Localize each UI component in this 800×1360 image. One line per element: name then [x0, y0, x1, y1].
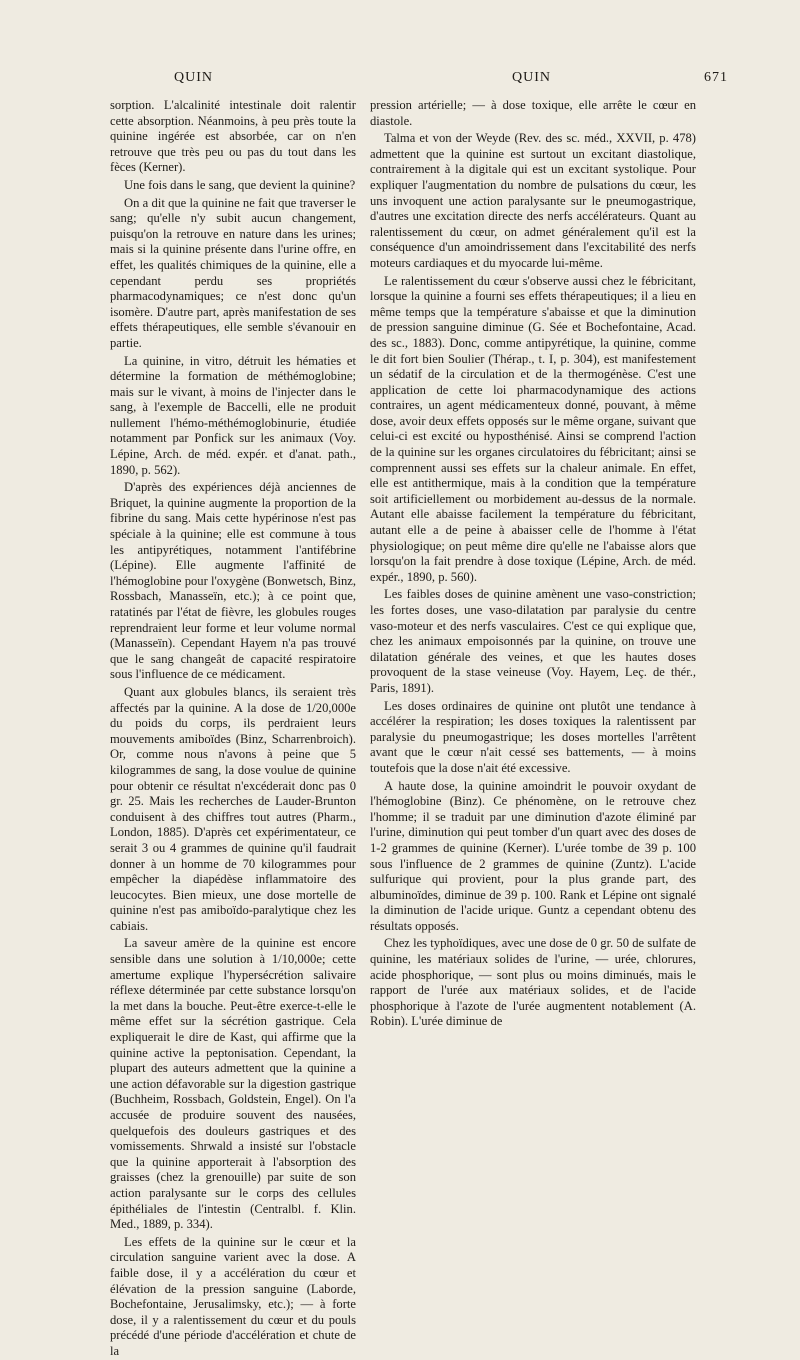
paragraph: Chez les typhoïdiques, avec une dose de 0 gr. 50 de sulfate de quinine, les matériaux solides de l'urine, — urée, chlorures, acide phosphorique, — sont plus ou moins diminués, mais le rapport de l'urée aux matériaux solides, et de l'acide phosphorique à l'azote de l'urée augmentent notablement (A. Robin). L'urée diminue de [370, 936, 696, 1029]
paragraph: A haute dose, la quinine amoindrit le pouvoir oxydant de l'hémoglobine (Binz). Ce phénomène, on le retrouve chez l'homme; il se traduit par une diminution d'azote éliminé par l'urine, diminution qui peut tomber d'un quart avec des doses de 1-2 grammes de quinine (Kerner). L'urée tombe de 39 p. 100 sous l'influence de 2 grammes de quinine (Zuntz). L'acide sulfurique qui provient, pour la plus grande part, des albuminoïdes, diminue de 39 p. 100. Rank et Lépine ont signalé la diminution de l'acide urique. Guntz a cependant obtenu des résultats opposés. [370, 778, 696, 933]
paragraph: On a dit que la quinine ne fait que traverser le sang; qu'elle n'y subit aucun changement, puisqu'on la retrouve en nature dans les urines; mais si la quinine présente dans l'urine offre, en effet, les qualités chimiques de la quinine, elle a cependant perdu ses propriétés pharmacodynamiques; ce n'est donc qu'un isomère. D'autre part, après manifestation de ses effets thérapeutiques, elle semble s'évanouir en partie. [110, 195, 356, 350]
paragraph: Les doses ordinaires de quinine ont plutôt une tendance à accélérer la respiration; les doses toxiques la ralentissent par paralysie du pneumogastrique; les doses mortelles l'arrêtent avant que le cœur n'ait cessé ses battements, — à moins toutefois que la dose n'ait été excessive. [370, 698, 696, 775]
paragraph: Les faibles doses de quinine amènent une vaso-constriction; les fortes doses, une vaso-dilatation par paralysie du centre vaso-moteur et des nerfs vasculaires. C'est ce qui explique que, chez les animaux empoisonnés par la quinine, on trouve une dilatation générale des veines, et que les hautes doses provoquent de la stase veineuse (Voy. Hayem, Leç. de thér., Paris, 1891). [370, 587, 696, 695]
right-column [370, 98, 696, 1030]
paragraph: pression artérielle; — à dose toxique, elle arrête le cœur en diastole. [370, 98, 696, 128]
running-head-left: QUIN [174, 70, 213, 85]
left-column [110, 98, 356, 1360]
paragraph: Quant aux globules blancs, ils seraient très affectés par la quinine. A la dose de 1/20,000e du poids du corps, ils perdraient leurs mouvements amiboïdes (Binz, Scharrenbroich). Or, comme nous n'avons à peine que 5 kilogrammes de sang, la dose voulue de quinine pour obtenir ce résultat n'excéderait donc pas 0 gr. 25. Mais les recherches de Lauder-Brunton conduisent à des chiffres tout autres (Pharm., London, 1885). D'après cet expérimentateur, ce serait 3 ou 4 grammes de quinine qu'il faudrait donner à un homme de 70 kilogrammes pour empêcher la diapédèse inflammatoire des leucocytes. Bien mieux, une dose mortelle de quinine n'est pas amiboïdo-paralytique chez les cabiais. [110, 684, 356, 933]
page-number: 671 [704, 70, 728, 85]
paragraph: La quinine, in vitro, détruit les hématies et détermine la formation de méthémoglobine; mais sur le vivant, à moins de l'injecter dans le sang, à l'exemple de Baccelli, elle ne produit nullement l'hémo-méthémoglobinurie, étudiée notamment par Ponfick sur les animaux (Voy. Lépine, Arch. de méd. expér. et d'anat. path., 1890, p. 562). [110, 353, 356, 477]
running-head-right: QUIN [512, 70, 551, 85]
paragraph: Talma et von der Weyde (Rev. des sc. méd., XXVII, p. 478) admettent que la quinine est surtout un excitant diastolique, contrairement à la digitale qui est un excitant systolique. Pour expliquer l'augmentation du nombre de pulsations du cœur, les uns invoquent une action paralysante sur le pneumogastrique, d'autres une excitation directe des nerfs accélérateurs. Quant au ralentissement du cœur, on admet généralement qu'il est la conséquence d'un amoindrissement dans l'excitabilité des nerfs moteurs cardiaques et du myocarde lui-même. [370, 131, 696, 270]
paragraph: D'après des expériences déjà anciennes de Briquet, la quinine augmente la proportion de la fibrine du sang. Mais cette hypérinose n'est pas spéciale à la quinine; elle est commune à tous les antipyrétiques, notamment l'antifébrine (Lépine). Elle augmente l'affinité de l'hémoglobine pour l'oxygène (Bonwetsch, Binz, Rossbach, Manasseïn, etc.); à ce point que, ratatinés par l'état de fièvre, les globules rouges reprendraient leur forme et leur volume normal (Manasseïn). Cependant Hayem n'a pas trouvé que le sang changeât de capacité respiratoire sous l'influence de ce médicament. [110, 480, 356, 682]
paragraph: Le ralentissement du cœur s'observe aussi chez le fébricitant, lorsque la quinine a fourni ses effets thérapeutiques; il a lieu en même temps que la température s'abaisse et que la diminution de pression sanguine diminue (G. Sée et Bochefontaine, Acad. des sc., 1883). Donc, comme antipyrétique, la quinine, comme le dit fort bien Soulier (Thérap., t. I, p. 304), est manifestement un sédatif de la circulation et de la thermogénèse. C'est une application de cette loi pharmacodynamique des actions contraires, un agent médicamenteux donné, pouvant, à même dose, avoir deux effets opposés sur le même organe, suivant que celui-ci est excité ou hyposthénisé. Ainsi se comprend l'action de la quinine sur les organes circulatoires du fébricitant; ainsi se comprennent aussi ses effets sur la chaleur animale. En effet, elle est antithermique, mais à la condition que la température soit artificiellement ou morbidement au-dessus de la normale. Autant elle abaisse facilement la température du fébricitant, autant elle a de peine à abaisser celle de l'homme à l'état physiologique; on peut même dire qu'elle ne l'abaisse alors que lorsqu'on la fait prendre à dose toxique (Lépine, Arch. de méd. expér., 1890, p. 560). [370, 273, 696, 584]
paragraph: sorption. L'alcalinité intestinale doit ralentir cette absorption. Néanmoins, à peu près toute la quinine ingérée est absorbée, car on n'en retrouve que très peu ou pas du tout dans les fèces (Kerner). [110, 98, 356, 175]
paragraph: Une fois dans le sang, que devient la quinine? [124, 177, 356, 192]
paragraph: La saveur amère de la quinine est encore sensible dans une solution à 1/10,000e; cette amertume explique l'hypersécrétion salivaire réflexe déterminée par cette substance lorsqu'on la met dans la bouche. Peut-être exerce-t-elle le même effet sur la sécrétion gastrique. Cela expliquerait le dire de Kast, qui affirme que la quinine active la peptonisation. Cependant, la plupart des auteurs admettent que la quinine a une action défavorable sur la digestion gastrique (Buchheim, Rossbach, Goldstein, Engel). On l'a accusée de produire souvent des nausées, quelquefois des douleurs gastriques et des vomissements. Shrwald a insisté sur l'obstacle que la quinine apporterait à l'absorption des graisses (chez la grenouille) par suite de son action paralysante sur le corps des cellules épithéliales de l'intestin (Centralbl. f. Klin. Med., 1889, p. 334). [110, 936, 356, 1232]
paragraph: Les effets de la quinine sur le cœur et la circulation sanguine varient avec la dose. A faible dose, il y a accélération du cœur et élévation de la pression sanguine (Laborde, Bochefontaine, Jerusalimsky, etc.); — à forte dose, il y a ralentissement du cœur et du pouls précédé d'une période d'accélération et chute de la [110, 1234, 356, 1358]
